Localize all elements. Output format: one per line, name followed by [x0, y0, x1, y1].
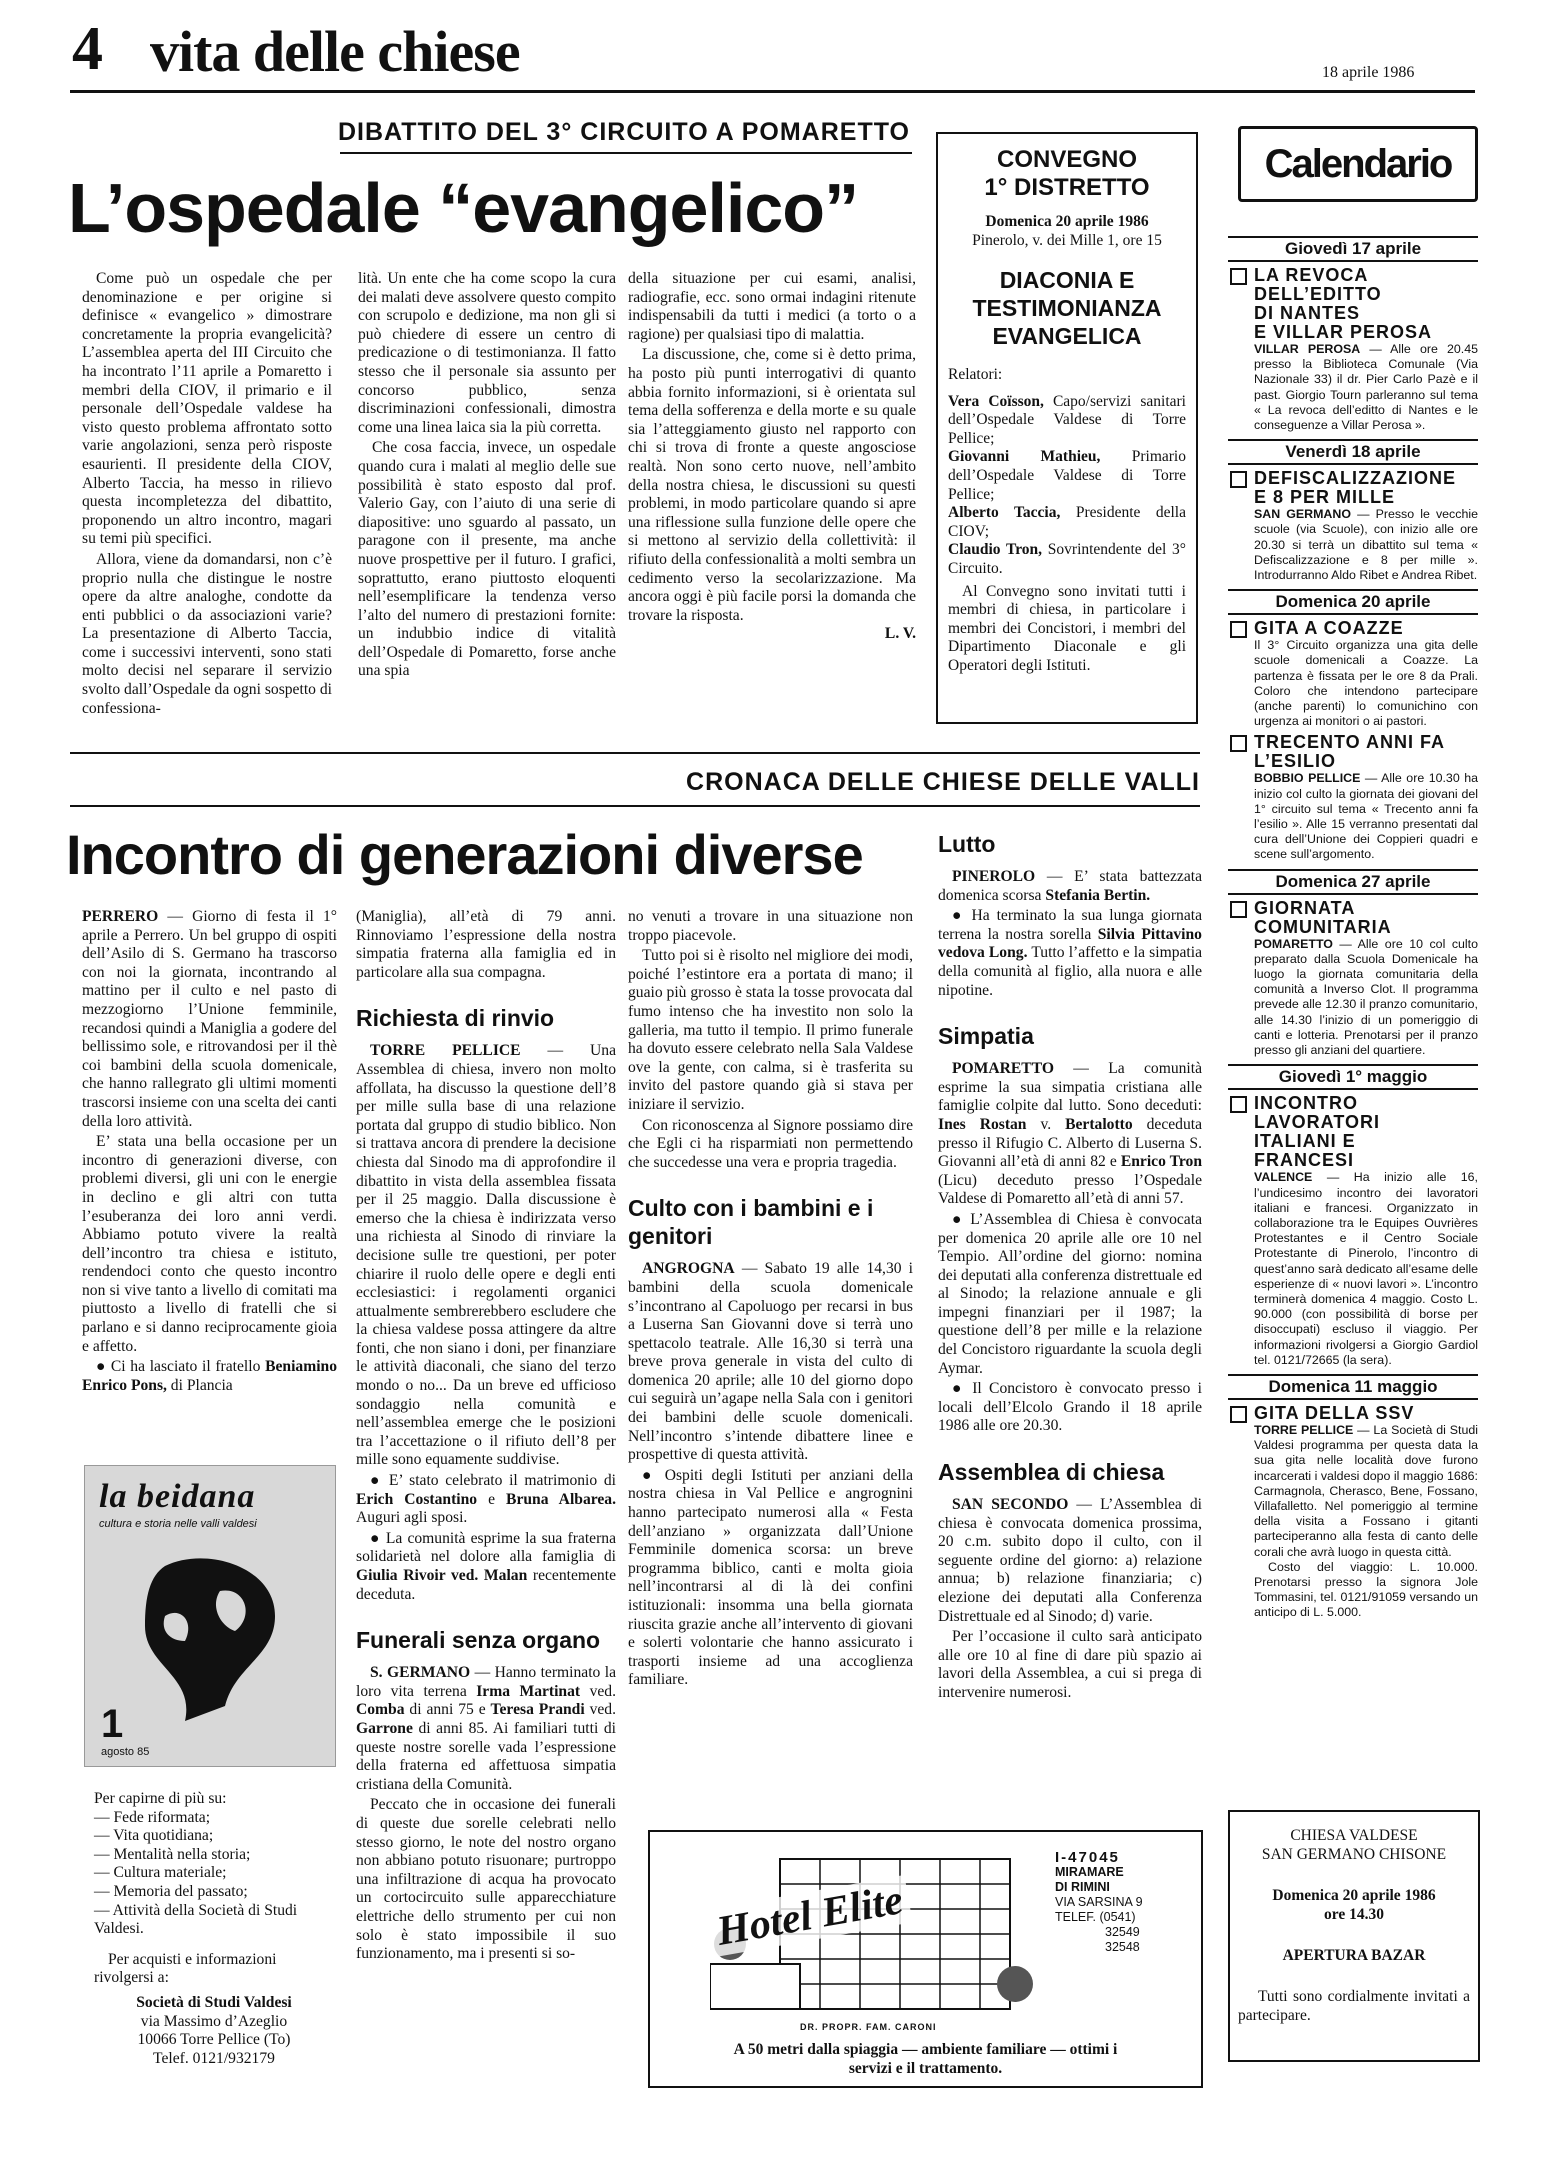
hotel-name: Hotel Elite [707, 1875, 912, 1957]
beidana-org: Società di Studi Valdesi [136, 1993, 292, 2011]
calendar-day-header: Giovedì 17 aprile [1228, 236, 1478, 262]
bazar-box [1228, 1810, 1480, 2062]
bazar-location: SAN GERMANO CHISONE [1261, 1846, 1447, 1863]
masthead-rule [70, 90, 1475, 93]
convegno-relatore: Claudio Tron, Sovrintendente del 3° Circuito. [948, 541, 1186, 577]
culto-heading: Culto con i bambini e i genitori [628, 1195, 874, 1250]
article1-signature: L. V. [884, 625, 916, 643]
masthead [60, 14, 1460, 84]
article1-col2: lità. Un ente che ha come scopo la cura dei malati deve assolvere questo compito con scrupolo e dedizione, ma non gli si può chiedere di essere un centro di predicazione o di testimonianza. Il fatto stesso che il personale sia assunto per concorso pubblico, senza discriminazioni confessionali, dimostra come una linea laica sia la più corretta. Che cosa faccia, invece, un ospedale quando cura i malati al meglio delle sue possibilità è stato esposto dal prof. Valerio Gay, con l’aiuto di una serie di diapositive: uno sguardo al passato, un paragone con il presente, ma anche nuove prospettive per il futuro. I grafici, soprattutto, erano piuttosto eloquenti nell’esemplificare la tendenza verso l’alto del numero di prestazioni fornite: un indubbio indice di vitalità dell’Ospedale di Pomaretto, forse anche una spia [358, 270, 616, 680]
calendario-column [1228, 126, 1478, 1621]
convegno-relatori-label: Relatori: [948, 366, 1003, 383]
calendar-event-title: LA REVOCA DELL’EDITTO DI NANTES E VILLAR PEROSA [1228, 266, 1478, 342]
convegno-title: CONVEGNO [996, 146, 1137, 173]
bazar-date: Domenica 20 aprile 1986 [1272, 1887, 1436, 1904]
calendar-day-header: Domenica 20 aprile [1228, 589, 1478, 615]
calendar-event-text: VALENCE — Ha inizio alle 16, l’undicesimo incontro dei lavoratori italiani e francesi. Organizzato in collaborazione tra le Equipes Ouvrières Protestantes e il Centro Sociale Protestante di Pinerolo, l’incontro di quest’anno sarà dedicato all’esame delle esperienze di « nuovi lavori ». L’incontro terminerà domenica 4 maggio. Costo L. 90.000 (con possibilità di borse per disoccupati) escluso il viaggio. Per informazioni rivolgersi a Giorgio Gardiol tel. 0121/72665 (la sera). [1254, 1170, 1478, 1367]
convegno-relatore: Alberto Taccia, Presidente della CIOV; [948, 504, 1186, 540]
beidana-item: — Cultura materiale; [94, 1864, 227, 1882]
column-d: Lutto PINEROLO — E’ stata battezzata domenica scorsa Stefania Bertin. ● Ha terminato la sua lunga giornata terrena la nostra sorella Silvia Pittavino vedova Long. Tutto l’affetto e la simpatia della comunità al figlio, alla nuora e alle nipotine. Simpatia POMARETTO — La comunità esprime la sua simpatia cristiana alle famiglie colpite dal lutto. Sono deceduti: Ines Rostan v. Bertalotto deceduta presso il Rifugio C. Alberto di Luserna S. Giovanni all’età di anni 82 e Enrico Tron (Licu) deceduto presso l’Ospedale Valdese di Pomaretto all’età di anni 57. ● L’Assemblea di Chiesa è convocata per domenica 20 aprile alle ore 10 nel Tempio. All’ordine del giorno: nomina dei deputati alla conferenza distrettuale ed al Sinodo; la relazione annuale e gli impegni finanziari per il 1987; la questione dell’8 per mille e la relazione del Concistoro riguardante la scuola degli Aymar. ● Il Concistoro è convocato presso i locali dell’Elcolo Grando il 18 aprile 1986 alle ore 20.30. Assemblea di chiesa SAN SECONDO — L’Assemblea di chiesa è convocata domenica prossima, 20 c.m. subito dopo il culto, con il seguente ordine del giorno: a) relazione annua; b) relazione finanziaria; c) elezione dei deputati alla Conferenza Distrettuale ed al Sinodo; d) varie. Per l’occasione il culto sarà anticipato alle ore 10 al fine di dare più spazio ai lavori della Assemblea, a cui si prega di intervenire numerosi. [938, 831, 1203, 1701]
article1-title: L’ospedale “evangelico” [68, 169, 859, 247]
calendar-event-text: VILLAR PEROSA — Alle ore 20.45 presso la Biblioteca Comunale (Via Nazionale 33) il dr. Pier Carlo Pazè e il past. Giorgio Tourn parleranno sul tema « La revoca dell’editto di Nantes e le conseguenze a Villar Perosa ». [1254, 342, 1478, 433]
checkbox-icon [1230, 268, 1247, 285]
bazar-invite: Tutti sono cordialmente invitati a partecipare. [1238, 1988, 1470, 2024]
calendar-event-text: SAN GERMANO — Presso le vecchie scuole (via Scuole), con inizio alle ore 20.30 si terrà un dibattito sul tema « Defiscalizzazione e 8 per mille ». Introdurranno Aldo Ribet e Andrea Ribet. [1254, 507, 1478, 583]
beidana-issue-date: agosto 85 [101, 1746, 150, 1758]
section2-rule [70, 805, 1200, 807]
calendar-event-text: POMARETTO — Alle ore 10 col culto preparato dalla Scuola Domenicale ha luogo la giornata comunitaria della comunità a Inverso Clot. Il programma prevede alle 12.30 il pranzo comunitario, alle 14.30 l’inizio di un pomeriggio di canti e lotteria. Prenotarsi per il pranzo presso gli anziani del quartiere. [1254, 936, 1478, 1058]
convegno-date: Domenica 20 aprile 1986 [985, 213, 1149, 230]
beidana-item: — Fede riformata; [94, 1808, 211, 1826]
beidana-logo: la beidana [99, 1478, 256, 1515]
hotel-address: I-47045 MIRAMARE DI RIMINI VIA SARSINA 9 TELEF. (0541) 32549 32548 [1055, 1849, 1143, 1954]
convegno-place: Pinerolo, v. dei Mille 1, ore 15 [972, 232, 1162, 249]
convegno-box [936, 132, 1198, 724]
checkbox-icon [1230, 1406, 1247, 1423]
convegno-theme-3: EVANGELICA [992, 323, 1142, 349]
perrero-article: PERRERO — Giorno di festa il 1° aprile a Perrero. Un bel gruppo di ospiti dell’Asilo di S. Germano ha trascorso con noi la giornata, incontrando al mattino per il culto e nel pasto di mezzogiorno l’Unione femminile, recandosi quindi a Maniglia a godere del bellissimo sole, e ritrovandosi per il thè coi bambini della scuola domenicale, che hanno rallegrato gli ultimi momenti trascorsi insieme con una scelta dei canti della loro attività. E’ stata una bella occasione per un incontro di generazioni diverse, con problemi diversi, gli uni con le energie in declino e gli altri con tutta l’esuberanza dei loro anni verdi. Abbiamo potuto vivere la realtà dell’incontro tra chiesa e istituto, rendendoci conto che questo incontro non si vive tanto a livello di comitati ma piuttosto a livello di fratelli che si parlano e si danno reciprocamente gioia e affetto. ● Ci ha lasciato il fratello Beniamino Enrico Pons, di Plancia [82, 908, 337, 1394]
column-c: no venuti a trovare in una situazione non troppo piacevole. Tutto poi si è risolto nel migliore dei modi, poiché l’estintore era a portata di mano; il guaio più grosso è stata la tosse provocata dal fumo intenso che ha investito non solo la galleria, ma tutto il tempio. Il primo funerale ha dovuto essere celebrato nella Sala Valdese ove la gente, con calma, si è trasferita su invito del pastore quando già si stava per iniziare il servizio. Con riconoscenza al Signore possiamo dire che Egli ci ha risparmiati non permettendo che succedesse una vera e propria tragedia. Culto con i bambini e i genitori ANGROGNA — Sabato 19 alle 14,30 i bambini della scuola domenicale s’incontrano al Capoluogo per recarsi in bus a Luserna San Giovanni dove si terrà uno spettacolo teatrale. Alle 16,30 si terrà una breve prova generale in vista del culto di domenica 20 aprile; alle 10 del giorno dopo cui seguirà un’agape nella Sala con i genitori dei bambini delle scuole domenicali. Nell’incontro s’intende dibattere linee e prospettive di questa attività. ● Ospiti degli Istituti per anziani della nostra chiesa in Val Pellice e angrognini hanno partecipato numerosi alla « Festa dell’anziano » organizzata dall’Unione Femminile domenica scorsa: un breve programma biblico, canti e molta gioia nell’incontrarsi al di là dei confini istituzionali: insomma una bella giornata riuscita grazie anche all’intervento di giovani e solerti volontarie che hanno assicurato i trasporti insieme ad una accoglienza familiare. [628, 908, 913, 1689]
calendar-event-title: GITA DELLA SSV [1228, 1404, 1478, 1423]
calendar-event-text: BOBBIO PELLICE — Alle ore 10.30 ha inizio col culto la giornata dei giovani del 1° circuito sul tema « Trecento anni fa l’esilio ». Alle 15 verranno presentati dal cura dell’Unione dei Coppieri quadri e scene sull’argomento. [1254, 771, 1479, 862]
column-b: (Maniglia), all’età di 79 anni. Rinnoviamo l’espressione della nostra simpatia fraterna alla famiglia ed in particolare alla sua compagna. Richiesta di rinvio TORRE PELLICE — Una Assemblea di chiesa, invero non molto affollata, ha discusso la questione dell’8 per mille sulla base di una relazione portata dal gruppo di studio biblico. Non si trattava ancora di prendere la decisione chiesta dal Sinodo ma di approfondire il dibattito in vista della assemblea fissata per il 25 maggio. Dalla discussione è emerso che la chiesa è indirizzata verso una richiesta al Sinodo di rinviare la decisione sulle tre questioni, per poter chiarire il ruolo delle opere e degli enti ecclesiastici: i regolamenti organici attualmente sembrerebbero escludere che la chiesa valdese possa attingere da altre fonti, che non siano i doni, per finanziare le attività diaconali, che siano del terzo mondo o no... Da un breve ed ufficioso sondaggio nella comunità e nell’assemblea emerge che le posizioni tra l’accettazione o il rifiuto dell’8 per mille sono equamente suddivise. ● E’ stato celebrato il matrimonio di Erich Costantino e Bruna Albarea. Auguri agli sposi. ● La comunità esprime la sua fraterna solidarietà nel dolore alla famiglia di Giulia Rivoir ved. Malan recentemente deceduta. Funerali senza organo S. GERMANO — Hanno terminato la loro vita terrena Irma Martinat ved. Comba di anni 75 e Teresa Prandi ved. Garrone di anni 85. Ai familiari tutti di queste nostre sorelle vada l’espressione della fraterna ed affettuosa simpatia cristiana della Comunità. Peccato che in occasione dei funerali di queste due sorelle celebrati nello stesso giorno, le note del nostro organo non abbiano potuto risuonare; purtroppo una infiltrazione di acqua ha provocato un cortocircuito sulle apparecchiature elettriche dello strumento per cui non solo è stato impossibile il suo funzionamento, ma i presenti si so- [356, 908, 617, 1963]
section2-title: Incontro di generazioni diverse [66, 823, 863, 886]
issue-date: 18 aprile 1986 [1322, 64, 1415, 81]
convegno-theme-2: TESTIMONIANZA [972, 295, 1162, 321]
beidana-issue: 1 [101, 1702, 124, 1746]
beidana-item: — Attività della Società di Studi Valdesi. [94, 1901, 298, 1938]
section-divider [70, 752, 1200, 754]
beidana-ad [82, 1465, 337, 2155]
funerali-heading: Funerali senza organo [356, 1627, 601, 1654]
beidana-address: 10066 Torre Pellice (To) [137, 2031, 291, 2049]
beidana-intro: Per capirne di più su: [94, 1790, 227, 1807]
lutto-heading: Lutto [938, 831, 996, 857]
convegno-relatore: Giovanni Mathieu, Primario dell’Ospedale Valdese di Torre Pellice; [948, 448, 1186, 503]
calendar-event-text: TORRE PELLICE — La Società di Studi Valdesi programma per questa data la sua gita nelle località dove furono incarcerati i valdesi dopo il maggio 1686: Carmagnola, Cherasco, Bene, Fossano, Villafalletto. Nel pomeriggio al termine della visita a Fossano i gitanti parteciperanno alla festa di canto delle corali che avrà luogo in questa città. [1254, 1422, 1478, 1559]
simpatia-heading: Simpatia [938, 1023, 1034, 1050]
checkbox-icon [1230, 471, 1247, 488]
convegno-district: 1° DISTRETTO [984, 174, 1150, 201]
calendar-day-header: Giovedì 1° maggio [1228, 1064, 1478, 1090]
article1-kicker: DIBATTITO DEL 3° CIRCUITO A POMARETTO [337, 118, 910, 146]
checkbox-icon [1230, 621, 1247, 638]
calendar-day-header: Venerdì 18 aprile [1228, 439, 1478, 465]
calendar-event-text: Il 3° Circuito organizza una gita delle scuole domenicali a Coazze. La partenza è fissata per le ore 8 da Prali. Coloro che intendono partecipare (anche parenti) lo comunichino con urgenza ai monitori o ai pastori. [1254, 638, 1478, 729]
article1-col1: Come può un ospedale che per denominazione e per origine si definisce « evangelico » dimostrare concretamente la propria evangelicità? L’assemblea aperta del III Circuito che ha incontrato l’11 aprile a Pomaretto i membri della CIOV, il primario e il personale dell’Ospedale valdese ha visto questo problema affrontato sotto varie angolazioni, senza però risposte esaurienti. Il presidente della CIOV, Alberto Taccia, ha messo in rilievo questa incompletezza del dibattito, proponendo un altro incontro, magari su temi più specifici. Allora, viene da domandarsi, non c’è proprio nulla che distingue le nostre opere da altre analoghe, condotte da enti pubblici o da associazioni varie? La presentazione di Alberto Taccia, come i successivi interventi, sono stati molto decisi nel separare il servizio svolto dall’Ospedale da ogni sospetto di confessiona- [82, 270, 332, 717]
checkbox-icon [1230, 901, 1247, 918]
convegno-theme-1: DIACONIA E [999, 267, 1135, 293]
bazar-time: ore 14.30 [1324, 1906, 1384, 1923]
beidana-order: Per acquisti e informazioni rivolgersi a: [94, 1950, 277, 1987]
beidana-illustration [125, 1546, 295, 1726]
checkbox-icon [1230, 735, 1247, 752]
beidana-item: — Memoria del passato; [94, 1882, 248, 1900]
hotel-owner: DR. PROPR. FAM. CARONI [800, 2022, 937, 2032]
beidana-tel: Telef. 0121/932179 [153, 2049, 275, 2067]
convegno-invite: Al Convegno sono invitati tutti i membri di chiesa, in particolare i membri dei Concistori, i membri del Dipartimento Diaconale e gli Operatori degli Istituti. [948, 582, 1186, 674]
calendar-event-title: TRECENTO ANNI FA L’ESILIO [1228, 733, 1478, 771]
assemblea-heading: Assemblea di chiesa [938, 1459, 1165, 1486]
beidana-cover [84, 1465, 336, 1767]
bazar-event: APERTURA BAZAR [1282, 1947, 1426, 1964]
page-number: 4 [72, 15, 103, 83]
section-title: vita delle chiese [150, 19, 520, 84]
calendario-title-box [1238, 126, 1478, 202]
article1-col3: della situazione per cui esami, analisi, radiografie, ecc. sono ormai indagini ritenute indispensabili da tutti i medici (a torto o a ragione) per qualsiasi tipo di malattia. La discussione, che, come si è detto prima, ha posto più punti interrogativi di quanto abbia fornito informazioni, si è orientata sul tema della sofferenza e della morte e su quale sia l’atteggiamento giusto nel rapporto con chi si trova di fronte a queste angosciose realtà. Non sono certo nuove, nell’ambito della nostra chiesa, le discussioni su questi problemi, in modo particolare quando si apre una riflessione sulla funzione delle opere che si mettono al servizio della collettività: il rifiuto della confessionalità a molti sembra un cedimento verso la secolarizzazione. Ma ancora oggi è più facile porsi la domanda che trovare la risposta. L. V. [628, 270, 916, 643]
calendar-event-title: GITA A COAZZE [1228, 619, 1478, 638]
beidana-item: — Mentalità nella storia; [94, 1845, 251, 1863]
hotel-ad [648, 1830, 1203, 2088]
calendar-event-title: DEFISCALIZZAZIONE E 8 PER MILLE [1228, 469, 1478, 507]
calendar-event-title: INCONTRO LAVORATORI ITALIANI E FRANCESI [1228, 1094, 1478, 1170]
checkbox-icon [1230, 1096, 1247, 1113]
calendario-title: Calendario [1264, 141, 1452, 186]
calendar-event-text: Costo del viaggio: L. 10.000. Prenotarsi presso la signora Jole Tommasini, tel. 0121/91059 versando un anticipo di L. 5.000. [1254, 1559, 1478, 1620]
calendar-event-title: GIORNATA COMUNITARIA [1228, 899, 1478, 937]
bazar-church: CHIESA VALDESE [1290, 1827, 1418, 1844]
hotel-tagline: A 50 metri dalla spiaggia — ambiente familiare — ottimi i servizi e il trattamento. [733, 2041, 1118, 2077]
calendar-day-header: Domenica 11 maggio [1228, 1374, 1478, 1400]
beidana-item: — Vita quotidiana; [94, 1827, 214, 1845]
kicker-rule [340, 152, 912, 154]
beidana-tagline: cultura e storia nelle valli valdesi [99, 1518, 257, 1530]
calendar-day-header: Domenica 27 aprile [1228, 869, 1478, 895]
rinvio-heading: Richiesta di rinvio [356, 1005, 555, 1032]
beidana-address: via Massimo d’Azeglio [140, 2012, 288, 2030]
convegno-relatore: Vera Coïsson, Capo/servizi sanitari dell’Ospedale Valdese di Torre Pellice; [948, 392, 1186, 447]
section2-kicker: CRONACA DELLE CHIESE DELLE VALLI [686, 768, 1200, 796]
